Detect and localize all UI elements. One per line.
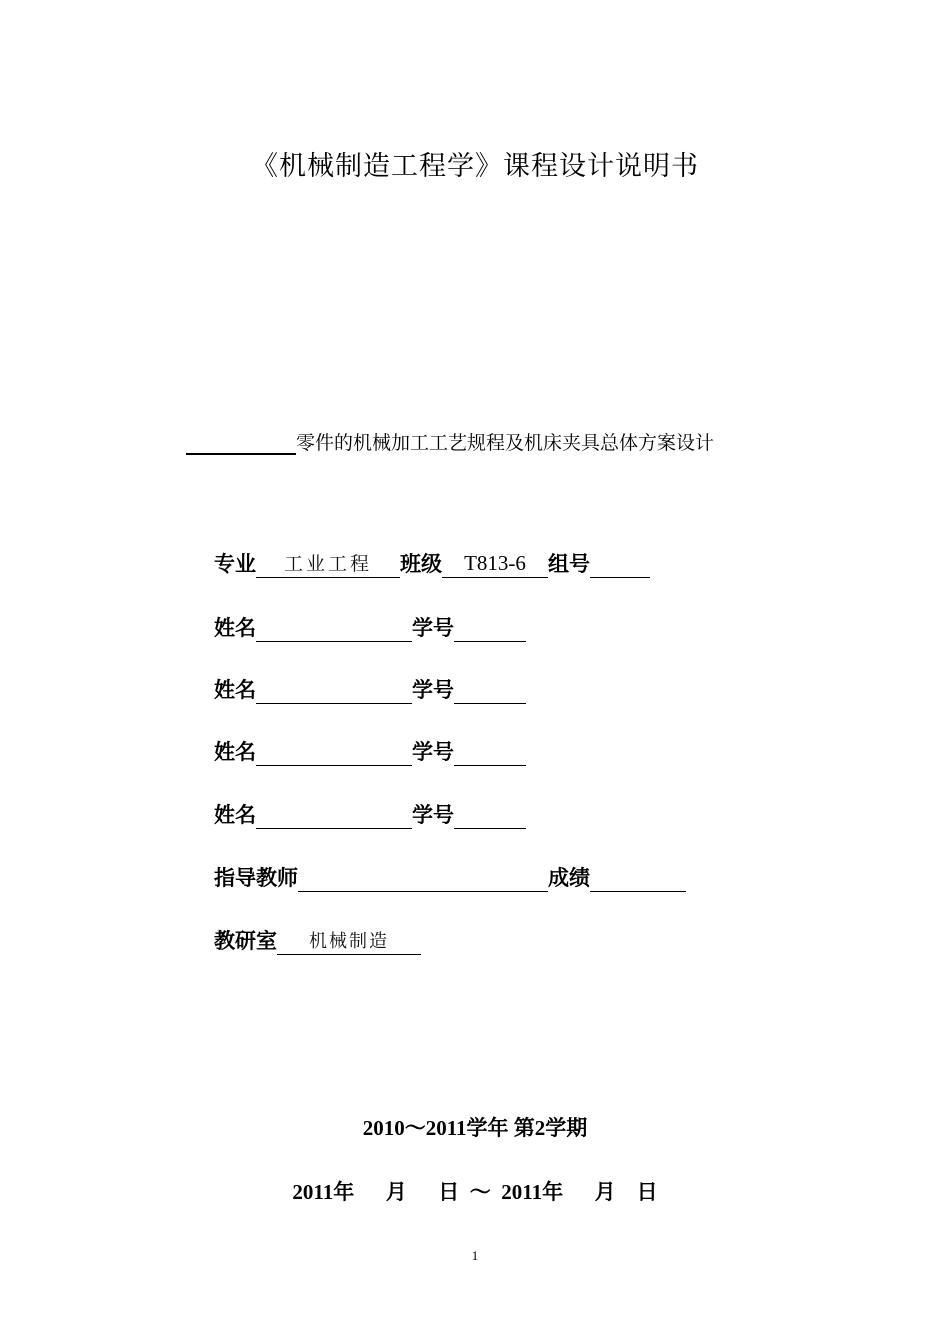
student-id-blank <box>454 740 526 766</box>
end-year: 2011 <box>501 1180 543 1204</box>
start-year: 2011 <box>292 1180 334 1204</box>
name-blank <box>256 616 412 642</box>
department-value: 机械制造 <box>277 929 421 955</box>
advisor-label: 指导教师 <box>214 866 298 890</box>
name-row-1 <box>214 612 526 642</box>
term-years: 2010～2011 <box>362 1116 467 1140</box>
student-id-label: 学号 <box>412 803 454 827</box>
part-name-blank <box>186 431 296 455</box>
subtitle-row <box>186 428 714 455</box>
date-separator: ～ <box>469 1180 491 1204</box>
start-day-char: 日 <box>438 1180 460 1204</box>
advisor-grade-row <box>214 862 686 892</box>
name-blank <box>256 740 412 766</box>
group-blank <box>590 552 650 578</box>
start-year-char: 年 <box>333 1180 355 1204</box>
semester-prefix: 第 <box>513 1116 535 1140</box>
name-row-4 <box>214 799 526 829</box>
student-id-label: 学号 <box>412 616 454 640</box>
major-class-group-row <box>214 548 650 578</box>
grade-label: 成绩 <box>548 866 590 890</box>
advisor-blank <box>298 866 548 892</box>
student-id-label: 学号 <box>412 740 454 764</box>
group-label: 组号 <box>548 552 590 576</box>
term-year-word: 学年 <box>466 1116 509 1140</box>
start-month-char: 月 <box>385 1180 407 1204</box>
student-id-blank <box>454 678 526 704</box>
name-label: 姓名 <box>214 616 256 640</box>
semester-number: 2 <box>534 1116 546 1140</box>
name-label: 姓名 <box>214 803 256 827</box>
class-label: 班级 <box>400 552 442 576</box>
grade-blank <box>590 866 686 892</box>
semester-suffix: 学期 <box>545 1116 588 1140</box>
name-row-2 <box>214 674 526 704</box>
student-id-blank <box>454 803 526 829</box>
class-value: T813-6 <box>442 552 548 578</box>
end-day-char: 日 <box>636 1180 658 1204</box>
name-row-3 <box>214 736 526 766</box>
major-value: 工业工程 <box>256 552 400 578</box>
department-row <box>214 925 421 955</box>
end-year-char: 年 <box>542 1180 564 1204</box>
document-title: 《机械制造工程学》课程设计说明书 <box>251 151 699 182</box>
end-month-char: 月 <box>594 1180 616 1204</box>
academic-term <box>0 1112 950 1142</box>
student-id-blank <box>454 616 526 642</box>
student-id-label: 学号 <box>412 678 454 702</box>
major-label: 专业 <box>214 552 256 576</box>
subtitle: 零件的机械加工工艺规程及机床夹具总体方案设计 <box>296 432 715 454</box>
name-label: 姓名 <box>214 678 256 702</box>
name-blank <box>256 678 412 704</box>
name-label: 姓名 <box>214 740 256 764</box>
name-blank <box>256 803 412 829</box>
department-label: 教研室 <box>214 929 277 953</box>
page-number: 1 <box>471 1248 479 1263</box>
date-range <box>0 1176 950 1206</box>
